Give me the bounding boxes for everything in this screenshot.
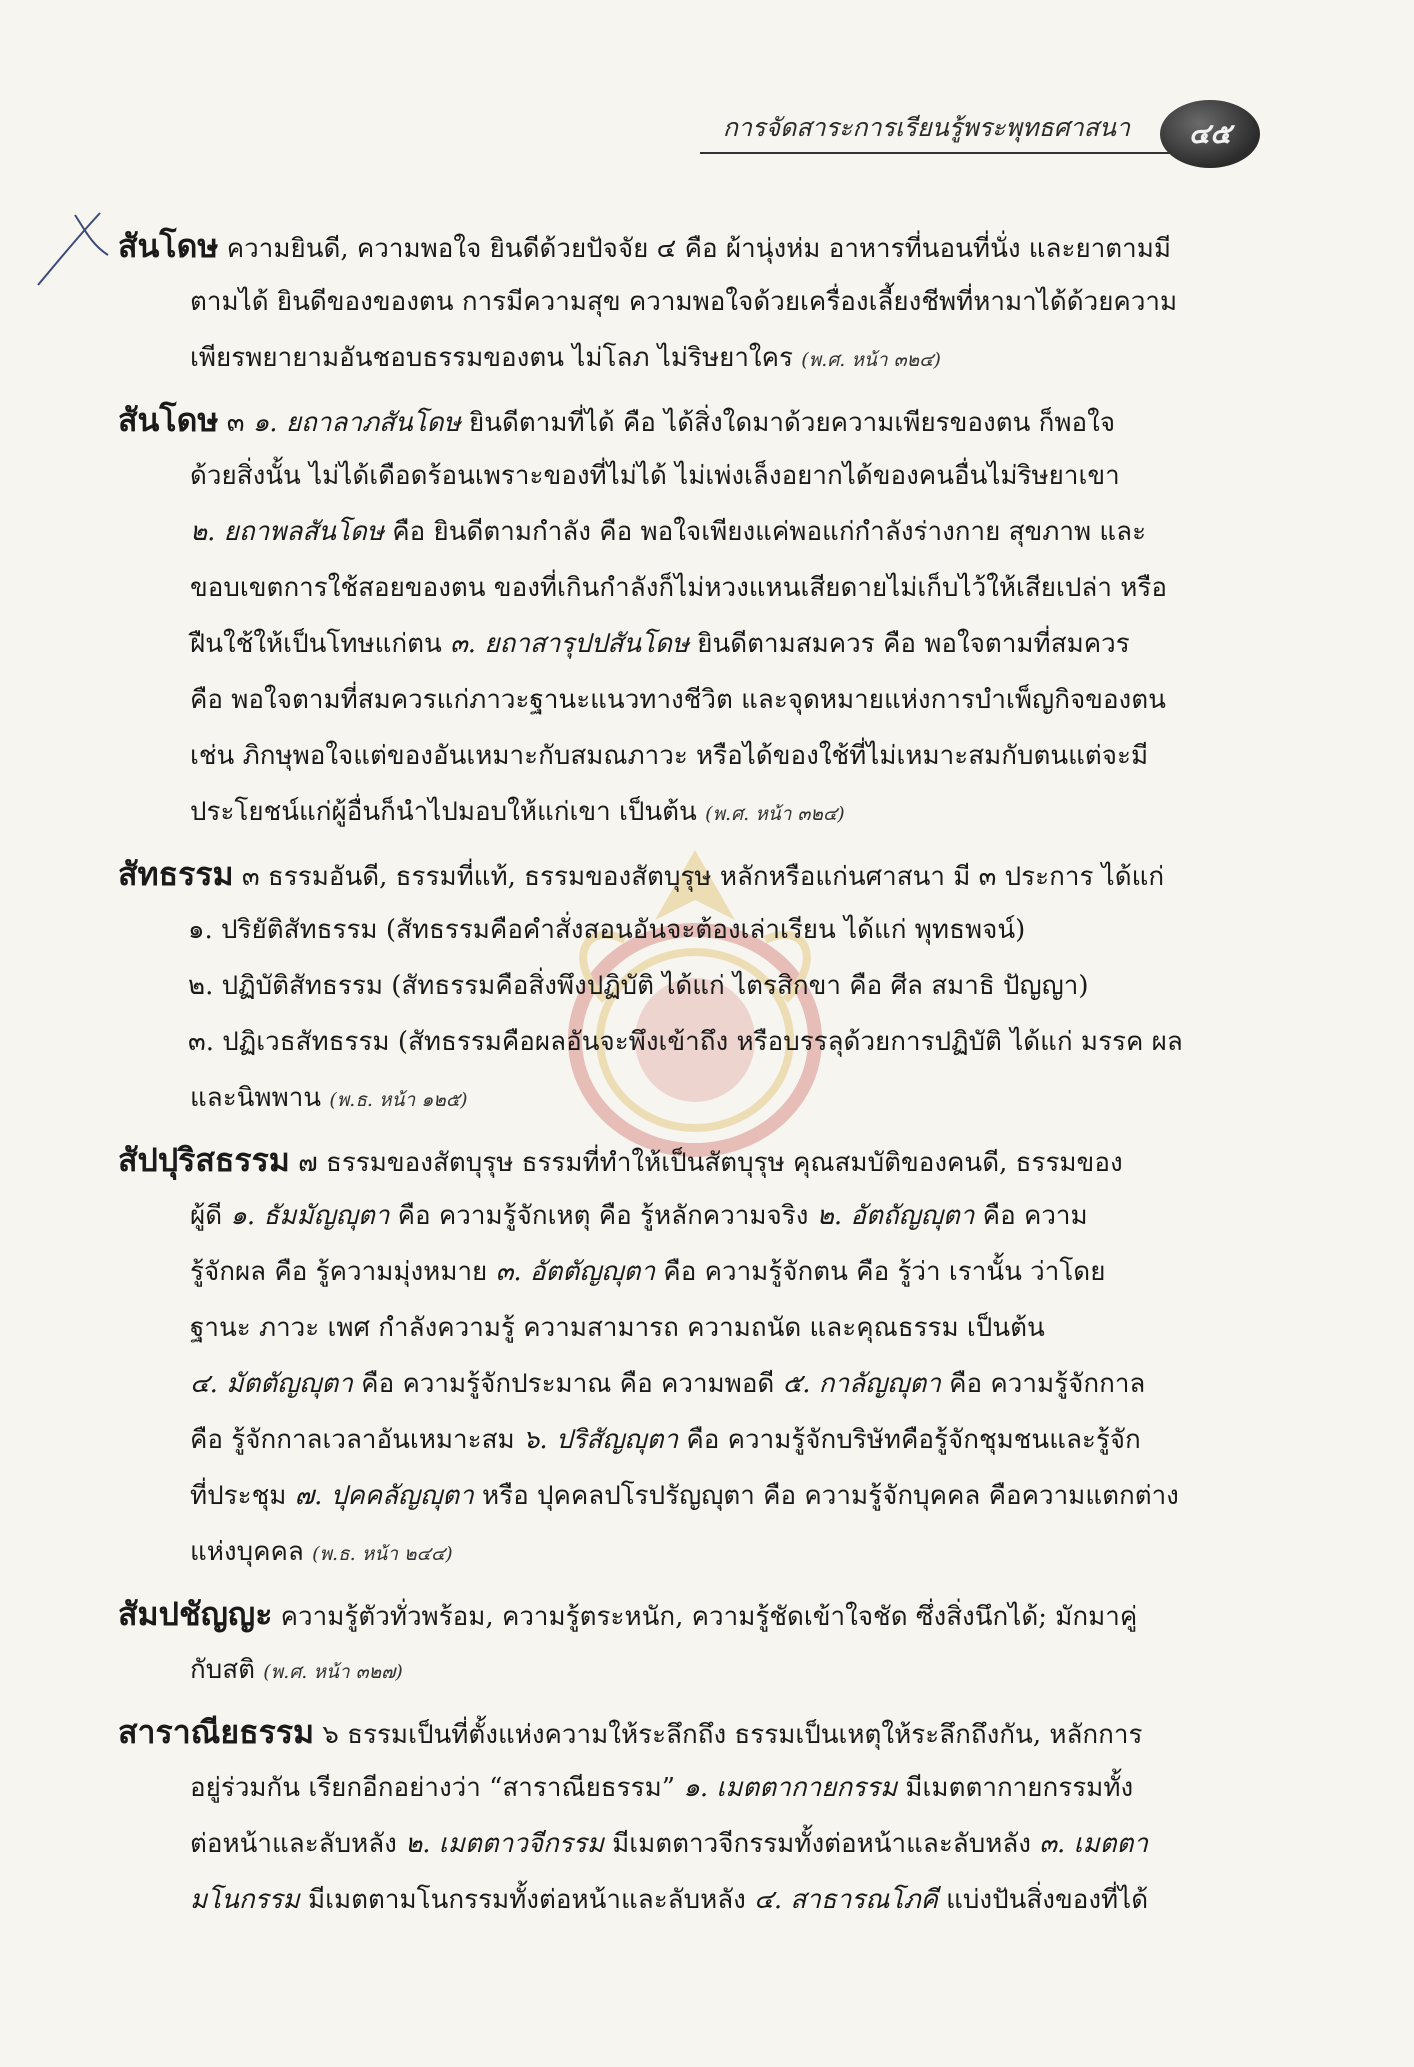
entry-subterm: มโนกรรม (190, 1885, 300, 1915)
entry-subterm: ๑. เมตตากายกรรม (683, 1773, 898, 1803)
glossary-entry-saraniyadhamma (118, 1704, 1258, 1928)
entry-subterm: ๗. ปุคคลัญญุตา (294, 1481, 474, 1511)
page-number-badge: ๔๕ (1160, 100, 1260, 168)
entry-reference: (พ.ศ. หน้า ๓๒๔) (801, 349, 941, 371)
entry-text: มีเมตตามโนกรรมทั้งต่อหน้าและลับหลัง (299, 1885, 755, 1915)
page-header (690, 100, 1260, 172)
entry-text: คือ ความรู้จักกาล (940, 1369, 1146, 1399)
entry-text: อยู่ร่วมกัน เรียกอีกอย่างว่า “สาราณียธรรม” (190, 1773, 684, 1803)
entry-text: หรือ ปุคคลปโรปรัญญุตา คือ ความรู้จักบุคคล คือความแตกต่าง (473, 1481, 1179, 1511)
header-title: การจัดสาระการเรียนรู้พระพุทธศาสนา (722, 113, 1130, 142)
list-item: ๓. ปฏิเวธสัทธรรม (สัทธรรมคือผลอันจะพึงเข้าถึง หรือบรรลุด้วยการปฏิบัติ ได้แก่ มรรค ผล (188, 1027, 1183, 1057)
entry-text: คือ ความรู้จักบริษัทคือรู้จักชุมชนและรู้จัก (678, 1425, 1141, 1455)
entry-text: กับสติ (190, 1655, 264, 1685)
entry-text: คือ พอใจตามที่สมควรแก่ภาวะฐานะแนวทางชีวิต และจุดหมายแห่งการบำเพ็ญกิจของตน (190, 685, 1166, 715)
glossary-entry-santosa (118, 218, 1258, 386)
entry-text: และนิพพาน (190, 1083, 330, 1113)
pen-mark-icon (30, 205, 110, 295)
entry-text: แบ่งปันสิ่งของที่ได้ (937, 1885, 1149, 1915)
entry-text: ด้วยสิ่งนั้น ไม่ได้เดือดร้อนเพราะของที่ไม่ได้ ไม่เพ่งเล็งอยากได้ของคนอื่นไม่ริษยาเขา (190, 461, 1120, 491)
entry-reference: (พ.ธ. หน้า ๑๒๕) (329, 1089, 468, 1111)
entry-subterm: ๑. ธัมมัญญุตา (230, 1201, 390, 1231)
entry-text: ๓ ธรรมอันดี, ธรรมที่แท้, ธรรมของสัตบุรุษ หลักหรือแก่นศาสนา มี ๓ ประการ ได้แก่ (233, 862, 1165, 892)
entry-subterm: ๓. ยถาสารุปปสันโดษ (450, 629, 689, 659)
entry-subterm: ๕. กาลัญญุตา (782, 1369, 941, 1399)
entry-text: ตามได้ ยินดีของของตน การมีความสุข ความพอใจด้วยเครื่องเลี้ยงชีพที่หามาได้ด้วยความ (190, 287, 1178, 317)
entry-text: ที่ประชุม (190, 1481, 295, 1511)
entry-subterm: ๒. อัตถัญญุตา (816, 1201, 975, 1231)
list-item: ๑. ปริยัติสัทธรรม (สัทธรรมคือคำสั่งสอนอันจะต้องเล่าเรียน ได้แก่ พุทธพจน์) (188, 915, 1026, 945)
entry-text: มีเมตตาวจีกรรมทั้งต่อหน้าและลับหลัง (603, 1829, 1040, 1859)
entry-text: ประโยชน์แก่ผู้อื่นก็นำไปมอบให้แก่เขา เป็นต้น (190, 797, 706, 827)
glossary-entry-saddhamma (118, 846, 1258, 1126)
entry-text: ความรู้ตัวทั่วพร้อม, ความรู้ตระหนัก, ความรู้ชัดเข้าใจชัด ซึ่งสิ่งนึกได้; มักมาคู่ (272, 1602, 1138, 1632)
list-item: ๒. ปฏิบัติสัทธรรม (สัทธรรมคือสิ่งพึงปฏิบัติ ได้แก่ ไตรสิกขา คือ ศีล สมาธิ ปัญญา) (188, 971, 1089, 1001)
entry-term: สัปปุริสธรรม (118, 1141, 290, 1179)
entry-text: รู้จักผล คือ รู้ความมุ่งหมาย (190, 1257, 496, 1287)
entry-term: สันโดษ (118, 401, 219, 439)
entry-text: ๓ (218, 408, 253, 438)
entry-text: แห่งบุคคล (190, 1537, 313, 1567)
glossary-entry-sappurisadhamma (118, 1132, 1258, 1580)
entry-text: ฝืนใช้ให้เป็นโทษแก่ตน (190, 629, 451, 659)
entry-text: ๖ ธรรมเป็นที่ตั้งแห่งความให้ระลึกถึง ธรรมเป็นเหตุให้ระลึกถึงกัน, หลักการ (314, 1720, 1143, 1750)
glossary-entry-sampajanna (118, 1586, 1258, 1698)
entry-text: ขอบเขตการใช้สอยของตน ของที่เกินกำลังก็ไม่หวงแหนเสียดายไม่เก็บไว้ให้เสียเปล่า หรือ (190, 573, 1167, 603)
entry-text: ยินดีตามที่ได้ คือ ได้สิ่งใดมาด้วยความเพียรของตน ก็พอใจ (460, 408, 1116, 438)
entry-subterm: ๔. สาธารณโภคี (754, 1885, 938, 1915)
entry-subterm: ๒. เมตตาวจีกรรม (405, 1829, 604, 1859)
glossary-content (118, 218, 1258, 1934)
entry-text: เช่น ภิกษุพอใจแต่ของอันเหมาะกับสมณภาวะ หรือได้ของใช้ที่ไม่เหมาะสมกับตนแต่จะมี (190, 741, 1149, 771)
entry-text: คือ ความ (974, 1201, 1088, 1231)
entry-text: คือ ความรู้จักประมาณ คือ ความพอดี (352, 1369, 783, 1399)
entry-subterm: ๓. อัตตัญญุตา (495, 1257, 656, 1287)
header-rule (700, 152, 1190, 154)
entry-subterm: ๑. ยถาลาภสันโดษ (252, 408, 461, 438)
glossary-entry-santosa-3 (118, 392, 1258, 840)
entry-text: ความยินดี, ความพอใจ ยินดีด้วยปัจจัย ๔ คือ ผ้านุ่งห่ม อาหารที่นอนที่นั่ง และยาตามมี (218, 234, 1172, 264)
entry-text: ยินดีตามสมควร คือ พอใจตามที่สมควร (688, 629, 1130, 659)
entry-text: ๗ ธรรมของสัตบุรุษ ธรรมที่ทำให้เป็นสัตบุรุษ คุณสมบัติของคนดี, ธรรมของ (289, 1148, 1123, 1178)
entry-reference: (พ.ศ. หน้า ๓๒๔) (705, 803, 845, 825)
entry-text: ฐานะ ภาวะ เพศ กำลังความรู้ ความสามารถ ความถนัด และคุณธรรม เป็นต้น (190, 1313, 1045, 1343)
entry-term: สันโดษ (118, 227, 219, 265)
entry-text: คือ ความรู้จักตน คือ รู้ว่า เรานั้น ว่าโดย (655, 1257, 1106, 1287)
entry-reference: (พ.ศ. หน้า ๓๒๗) (263, 1661, 403, 1683)
entry-text: คือ รู้จักกาลเวลาอันเหมาะสม (190, 1425, 523, 1455)
entry-subterm: ๖. ปริสัญญุตา (522, 1425, 679, 1455)
entry-text: คือ ความรู้จักเหตุ คือ รู้หลักความจริง (389, 1201, 817, 1231)
entry-text: ต่อหน้าและลับหลัง (190, 1829, 406, 1859)
entry-subterm: ๔. มัตตัญญุตา (190, 1369, 353, 1399)
entry-text: คือ ยินดีตามกำลัง คือ พอใจเพียงแค่พอแก่กำลังร่างกาย สุขภาพ และ (383, 517, 1147, 547)
entry-text: มีเมตตากายกรรมทั้ง (897, 1773, 1134, 1803)
entry-term: สัมปชัญญะ (118, 1595, 273, 1633)
entry-term: สัทธรรม (118, 855, 234, 893)
entry-text: ผู้ดี (190, 1201, 231, 1231)
entry-text: เพียรพยายามอันชอบธรรมของตน ไม่โลภ ไม่ริษยาใคร (190, 343, 802, 373)
entry-reference: (พ.ธ. หน้า ๒๔๔) (312, 1543, 453, 1565)
entry-subterm: ๒. ยถาพลสันโดษ (190, 517, 384, 547)
entry-subterm: ๓. เมตตา (1039, 1829, 1148, 1859)
entry-term: สาราณียธรรม (118, 1713, 315, 1751)
